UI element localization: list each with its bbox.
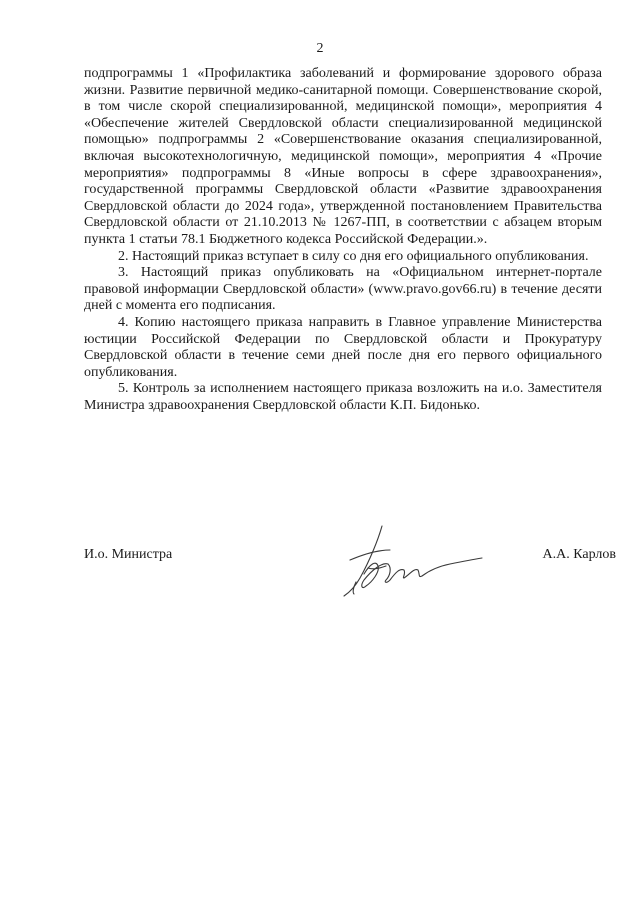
signature-block bbox=[84, 520, 616, 600]
signatory-name: А.А. Карлов bbox=[542, 547, 616, 562]
paragraph-5: 5. Контроль за исполнением настоящего приказа возложить на и.о. Заместителя Министра здравоохранения Свердловской области К.П. Бидонько. bbox=[84, 381, 602, 413]
paragraph-4: 4. Копию настоящего приказа направить в Главное управление Министерства юстиции Российской Федерации по Свердловской области и Прокуратуру Свердловской области в течение семи дней после дня его первого официального опубликования. bbox=[84, 314, 602, 380]
paragraph-3: 3. Настоящий приказ опубликовать на «Официальном интернет-портале правовой информации Свердловской области» (www.pravo.gov66.ru) в течение десяти дней с момента его подписания. bbox=[84, 265, 602, 314]
document-body bbox=[84, 66, 602, 414]
handwritten-signature bbox=[320, 520, 490, 600]
signatory-title: И.о. Министра bbox=[84, 547, 173, 562]
page-number: 2 bbox=[316, 41, 324, 56]
paragraph-continuation: подпрограммы 1 «Профилактика заболеваний и формирование здорового образа жизни. Развитие первичной медико-санитарной помощи. Совершенствование скорой, в том числе скорой специализированной, медицинской помощи», мероприятия 4 «Обеспечение жителей Свердловской области специализированной медицинской помощью» подпрограммы 2 «Совершенствование оказания специализированной, включая высокотехнологичную, медицинской помощи», мероприятия 4 «Прочие мероприятия» подпрограммы 8 «Иные вопросы в сфере здравоохранения», государственной программы Свердловской области «Развитие здравоохранения Свердловской области до 2024 года», утвержденной постановлением Правительства Свердловской области от 21.10.2013 № 1267-ПП, в соответствии с абзацем вторым пункта 1 статьи 78.1 Бюджетного кодекса Российской Федерации.». bbox=[84, 66, 602, 247]
paragraph-2: 2. Настоящий приказ вступает в силу со дня его официального опубликования. bbox=[118, 248, 589, 264]
